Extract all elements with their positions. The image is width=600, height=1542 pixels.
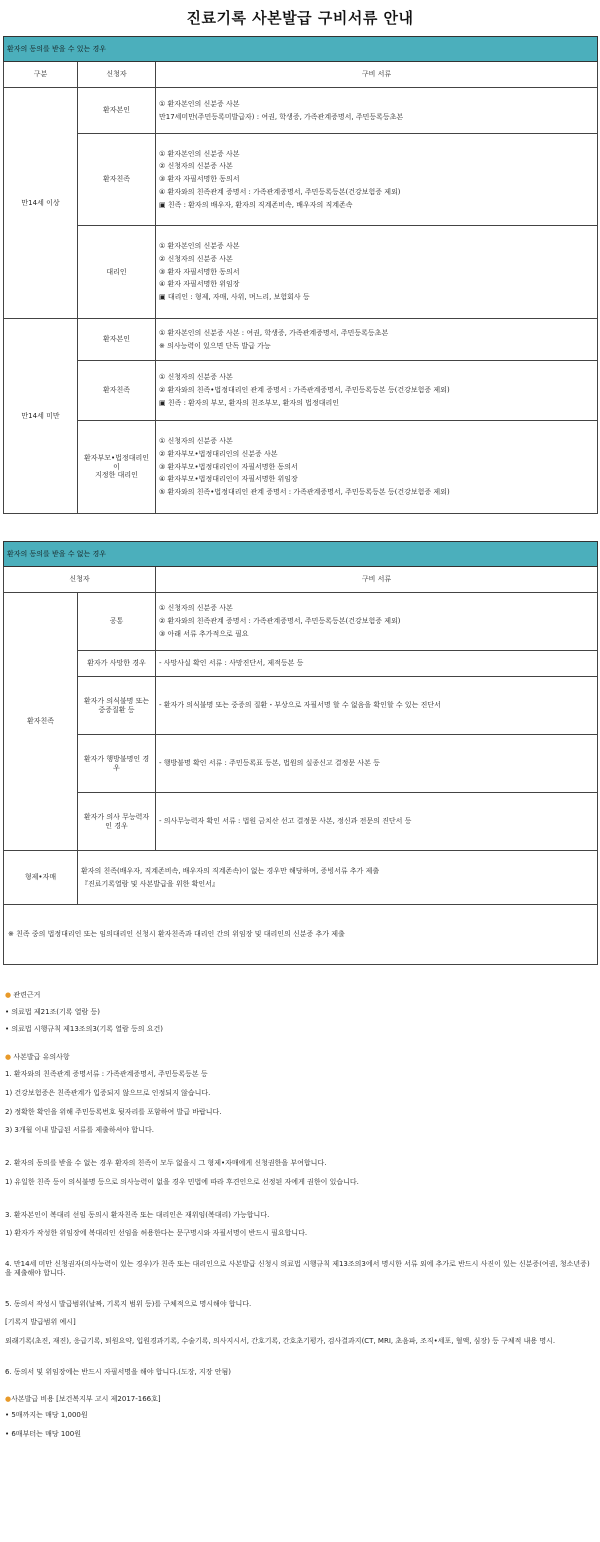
applicant-cell: 환자본인 xyxy=(78,319,156,361)
section2-title: 환자의 동의를 받을 수 없는 경우 xyxy=(4,542,598,567)
documents-cell: ① 신청자의 신분증 사본 ② 환자부모•법정대리인의 신분증 사본 ③ 환자부모•법정대리인이 자필서명한 동의서 ④ 환자부모•법정대리인이 자필서명한 위임장 ⑤ 환자와의 친족•법정대리인 관계 증명서 : 가족관계증명서, 주민등록등본 등(건강보험증 제외) xyxy=(156,421,598,514)
documents-cell: ① 신청자의 신분증 사본 ② 환자와의 친족•법정대리인 관계 증명서 : 가족관계증명서, 주민등록등본 등(건강보험증 제외) ▣ 친족 : 환자의 부모, 환자의 친조부모, 환자의 법정대리인 xyxy=(156,361,598,421)
bullet-dot-icon: ● xyxy=(5,991,12,999)
documents-cell: - 행방불명 확인 서류 : 주민등록표 등본, 법원의 실종신고 결정문 사본 등 xyxy=(156,735,598,793)
header-documents: 구비 서류 xyxy=(156,62,598,88)
documents-cell: ① 환자본인의 신분증 사본 : 여권, 학생증, 가족관계증명서, 주민등록등초본 ※ 의사능력이 있으면 단독 발급 가능 xyxy=(156,319,598,361)
case-cell: 공통 xyxy=(78,593,156,651)
bullet-dot-icon: ● xyxy=(5,1053,12,1062)
caution-line: 1. 환자와의 친족관계 증명서류 : 가족관계증명서, 주민등록등본 등 xyxy=(5,1070,208,1078)
case-cell: 환자가 의식불명 또는 중증질환 등 xyxy=(78,677,156,735)
fee-item: • 6매부터는 매당 100원 xyxy=(5,1430,81,1438)
legal-item: • 의료법 시행규칙 제13조의3(기록 열람 등의 요건) xyxy=(5,1024,164,1033)
header-category: 구분 xyxy=(4,62,78,88)
applicant-cell: 환자부모•법정대리인이 지정한 대리인 xyxy=(78,421,156,514)
caution-line: 2) 정확한 확인을 위해 주민등록번호 뒷자리를 포함하여 발급 바랍니다. xyxy=(5,1107,222,1116)
bullet-dot-icon: ● xyxy=(5,1394,12,1403)
applicant-cell: 대리인 xyxy=(78,226,156,319)
caution-line: 1) 유일한 친족 등이 의식불명 등으로 의사능력이 없을 경우 민법에 따라 후견인으로 선정된 자에게 권한이 있습니다. xyxy=(5,1177,359,1186)
group-label-siblings: 형제•자매 xyxy=(4,851,78,905)
documents-cell: 환자의 친족(배우자, 직계존비속, 배우자의 직계존속)이 없는 경우만 해당하며, 증빙서류 추가 제출 『진료기록열람 및 사본발급을 위한 확인서』 xyxy=(78,851,598,905)
caution-line: 3) 3개월 이내 발급된 서류를 제출하셔야 합니다. xyxy=(5,1126,154,1135)
documents-cell: ① 환자본인의 신분증 사본 만17세미만(주민등록미발급자) : 여권, 학생증, 가족관계증명서, 주민등록등초본 xyxy=(156,88,598,134)
caution-line: 4. 만14세 미만 신청권자(의사능력이 있는 경우)가 친족 또는 대리인으로 사본발급 신청시 의료법 시행규칙 제13조의3에서 명시한 서류 외에 추가로 반드시 사진이 있는 신분증(여권, 청소년증)을 제출해야 합니다. xyxy=(5,1260,590,1277)
fee-item: • 5매까지는 매당 1,000원 xyxy=(5,1411,88,1420)
case-cell: 환자가 사망한 경우 xyxy=(78,651,156,677)
group-label-over14: 만14세 이상 xyxy=(4,88,78,319)
header-applicant: 신청자 xyxy=(78,62,156,88)
header-documents: 구비 서류 xyxy=(156,567,598,593)
consent-impossible-table xyxy=(3,541,598,965)
fees-heading: ●사본발급 비용 [보건복지부 고시 제2017-166호] xyxy=(5,1394,161,1403)
cautions-heading: ● 사본발급 유의사항 xyxy=(5,1053,70,1062)
caution-line: 3. 환자본인이 복대리 선임 동의시 환자친족 또는 대리인은 재위임(복대리) 가능합니다. xyxy=(5,1210,270,1219)
group-label-under14: 만14세 미만 xyxy=(4,319,78,514)
caution-line: 외래기록(초진, 재진), 응급기록, 퇴원요약, 입원경과기록, 수술기록, 의사지시서, 간호기록, 간호초기평가, 검사결과지(CT, MRI, 초음파, 조직•세포, 혈액, 심장) 등 구체적 내용 명시. xyxy=(5,1337,556,1345)
proxy-note: ※ 친족 중의 법정대리인 또는 임의대리인 신청시 환자친족과 대리인 간의 위임장 및 대리인의 신분증 추가 제출 xyxy=(4,905,598,965)
caution-line: 5. 동의서 작성시 발급범위(날짜, 기록지 범위 등)를 구체적으로 명시해야 합니다. xyxy=(5,1299,252,1308)
documents-cell: ① 환자본인의 신분증 사본 ② 신청자의 신분증 사본 ③ 환자 자필서명한 동의서 ④ 환자 자필서명한 위임장 ▣ 대리인 : 형제, 자매, 사위, 며느리, 보험회사 등 xyxy=(156,226,598,319)
info-section xyxy=(5,991,600,1439)
applicant-cell: 환자본인 xyxy=(78,88,156,134)
caution-line: 1) 건강보험증은 친족관계가 입증되지 않으므로 인정되지 않습니다. xyxy=(5,1088,211,1097)
consent-possible-table xyxy=(3,36,598,514)
applicant-cell: 환자친족 xyxy=(78,361,156,421)
caution-line: 6. 동의서 및 위임장에는 반드시 자필서명을 해야 합니다.(도장, 지장 안됨) xyxy=(5,1367,231,1376)
case-cell: 환자가 행방불명인 경우 xyxy=(78,735,156,793)
caution-line: 1) 환자가 작성한 위임장에 복대리인 선임을 허용한다는 문구명시와 자필서명이 반드시 필요합니다. xyxy=(5,1229,308,1238)
documents-cell: - 환자가 의식불명 또는 중증의 질환・부상으로 자필서명 할 수 없음을 확인할 수 있는 진단서 xyxy=(156,677,598,735)
documents-cell: ① 신청자의 신분증 사본 ② 환자와의 친족관계 증명서 : 가족관계증명서, 주민등록등본(건강보험증 제외) ③ 아래 서류 추가적으로 필요 xyxy=(156,593,598,651)
group-label-relatives: 환자친족 xyxy=(4,593,78,851)
case-cell: 환자가 의사 무능력자인 경우 xyxy=(78,793,156,851)
caution-line: 2. 환자의 동의를 받을 수 없는 경우 환자의 친족이 모두 없을시 그 형제•자매에게 신청권한을 부여합니다. xyxy=(5,1159,327,1167)
applicant-cell: 환자친족 xyxy=(78,134,156,226)
section1-title: 환자의 동의를 받을 수 있는 경우 xyxy=(4,37,598,62)
caution-line: [기록지 발급범위 예시] xyxy=(5,1318,76,1327)
documents-cell: - 의사무능력자 확인 서류 : 법원 금치산 선고 결정문 사본, 정신과 전문의 진단서 등 xyxy=(156,793,598,851)
legal-heading: ● 관련근거 xyxy=(5,991,41,999)
documents-cell: - 사망사실 확인 서류 : 사망진단서, 제적등본 등 xyxy=(156,651,598,677)
legal-item: • 의료법 제21조(기록 열람 등) xyxy=(5,1007,101,1016)
documents-cell: ① 환자본인의 신분증 사본 ② 신청자의 신분증 사본 ③ 환자 자필서명한 동의서 ④ 환자와의 친족관계 증명서 : 가족관계증명서, 주민등록등본(건강보험증 제외) ▣ 친족 : 환자의 배우자, 환자의 직계존비속, 배우자의 직계존속 xyxy=(156,134,598,226)
header-applicant: 신청자 xyxy=(4,567,156,593)
page-title: 진료기록 사본발급 구비서류 안내 xyxy=(186,9,414,27)
